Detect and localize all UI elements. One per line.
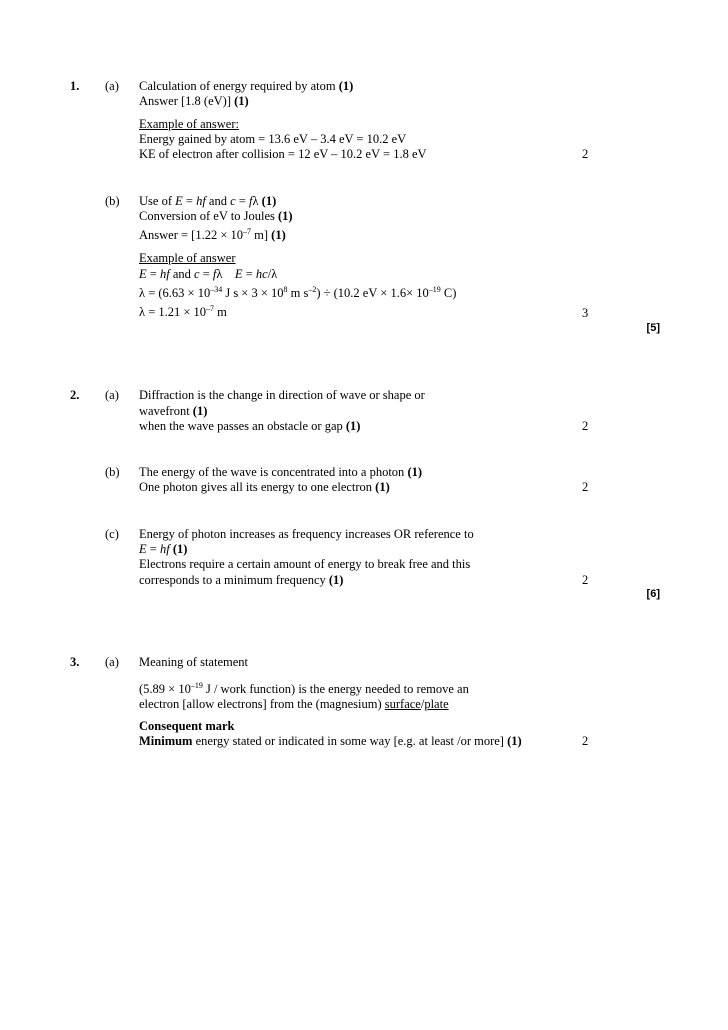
mark: (1) bbox=[507, 734, 522, 748]
part-label: (a) bbox=[105, 655, 119, 669]
answer-line: Calculation of energy required by atom (1) bbox=[139, 79, 354, 93]
example-line: E = hf and c = fλ E = hc/λ bbox=[139, 267, 278, 281]
marks-value: 2 bbox=[582, 573, 589, 587]
consequent-heading: Consequent mark bbox=[139, 719, 235, 733]
part-label: (c) bbox=[105, 527, 119, 541]
mark: (1) bbox=[172, 542, 188, 556]
part-label: (a) bbox=[105, 388, 119, 402]
example-heading: Example of answer: bbox=[139, 117, 239, 131]
answer-line: Diffraction is the change in direction of wave or shape or bbox=[139, 388, 425, 402]
marks-value: 2 bbox=[582, 734, 589, 748]
marks-value: 2 bbox=[582, 480, 589, 494]
part-label: (a) bbox=[105, 79, 119, 93]
mark: (1) bbox=[192, 404, 208, 418]
example-line: Energy gained by atom = 13.6 eV – 3.4 eV = 10.2 eV bbox=[139, 132, 407, 146]
answer-line: electron [allow electrons] from the (magnesium) surface/plate bbox=[139, 697, 449, 711]
mark: (1) bbox=[338, 79, 354, 93]
question-number: 2. bbox=[70, 388, 80, 402]
answer-line: Minimum energy stated or indicated in some way [e.g. at least /or more] (1) bbox=[139, 734, 522, 748]
example-line: KE of electron after collision = 12 eV – 10.2 eV = 1.8 eV bbox=[139, 147, 427, 161]
part-label: (b) bbox=[105, 465, 120, 479]
answer-line: wavefront (1) bbox=[139, 404, 208, 418]
mark: (1) bbox=[271, 228, 286, 242]
answer-line: Answer = [$1.22 \times 10^{-7}$ m] (1) bbox=[139, 227, 286, 242]
mark: (1) bbox=[261, 194, 277, 208]
answer-line: E = hf (1) bbox=[139, 542, 188, 556]
question-total: [5] bbox=[646, 322, 660, 334]
example-heading: Example of answer bbox=[139, 251, 236, 265]
answer-line: Answer [1.8 (eV)] (1) bbox=[139, 94, 249, 108]
marks-value: 3 bbox=[582, 306, 589, 320]
answer-line: Meaning of statement bbox=[139, 655, 248, 669]
answer-line: The energy of the wave is concentrated into a photon (1) bbox=[139, 465, 423, 479]
answer-line: Electrons require a certain amount of energy to break free and this bbox=[139, 557, 471, 571]
mark: (1) bbox=[234, 94, 249, 108]
example-line: $\lambda = (6.63 \times 10^{-34}$ J $s \times 3 \times 10^8$ m $s^{-2}) \div (10.2$ eV × $1.6\times 10^{-19}$ C) bbox=[139, 285, 457, 300]
mark: (1) bbox=[345, 419, 361, 433]
mark: (1) bbox=[328, 573, 344, 587]
answer-line: Energy of photon increases as frequency increases OR reference to bbox=[139, 527, 474, 541]
marks-value: 2 bbox=[582, 419, 589, 433]
answer-line: corresponds to a minimum frequency (1) bbox=[139, 573, 344, 587]
example-line: $\lambda = 1.21 \times 10^{-7}$ m bbox=[139, 304, 227, 319]
marks-value: 2 bbox=[582, 147, 589, 161]
answer-line: Conversion of eV to Joules (1) bbox=[139, 209, 293, 223]
mark: (1) bbox=[278, 209, 293, 223]
mark: (1) bbox=[407, 465, 423, 479]
question-total: [6] bbox=[646, 588, 660, 600]
answer-line: ($5.89 \times 10^{-19}$ J / work function) is the energy needed to remove an bbox=[139, 681, 469, 696]
question-number: 1. bbox=[70, 79, 80, 93]
mark: (1) bbox=[375, 480, 390, 494]
part-label: (b) bbox=[105, 194, 120, 208]
question-number: 3. bbox=[70, 655, 80, 669]
answer-line: One photon gives all its energy to one electron (1) bbox=[139, 480, 390, 494]
answer-line: when the wave passes an obstacle or gap (1) bbox=[139, 419, 361, 433]
answer-line: Use of E = hf and c = fλ (1) bbox=[139, 194, 277, 208]
